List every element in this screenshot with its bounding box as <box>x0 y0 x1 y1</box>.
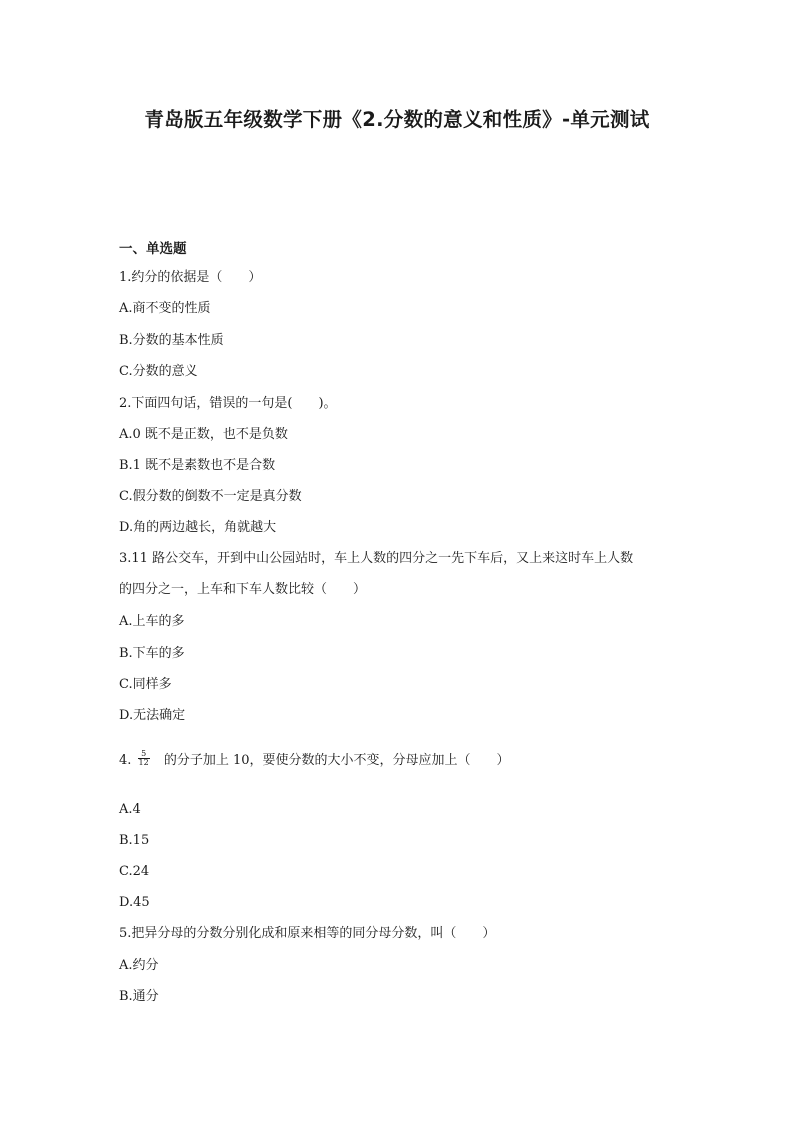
q3-option-b: B.下车的多 <box>119 646 185 661</box>
question-3-line-2: 的四分之一，上车和下车人数比较（ ） <box>119 582 367 597</box>
section-heading: 一、单选题 <box>119 241 187 257</box>
question-1: 1.约分的依据是（ ） <box>119 270 262 285</box>
question-3-line-1: 3.11 路公交车，开到中山公园站时，车上人数的四分之一先下车后，又上来这时车上人数 <box>119 551 634 566</box>
q4-option-a: A.4 <box>119 802 141 817</box>
q1-option-b: B.分数的基本性质 <box>119 333 224 348</box>
q5-option-b: B.通分 <box>119 989 159 1004</box>
question-2: 2.下面四句话，错误的一句是( )。 <box>119 396 337 411</box>
q3-option-a: A.上车的多 <box>119 614 185 629</box>
q4-option-d: D.45 <box>119 895 150 910</box>
q5-option-a: A.约分 <box>119 958 159 973</box>
q4-text: 的分子加上 10，要使分数的大小不变，分母应加上（ ） <box>163 753 510 768</box>
q2-option-a: A.0 既不是正数，也不是负数 <box>119 427 288 442</box>
q1-option-a: A.商不变的性质 <box>119 301 211 316</box>
q4-option-b: B.15 <box>119 833 150 848</box>
q1-option-c: C.分数的意义 <box>119 364 198 379</box>
document-title: 青岛版五年级数学下册《2.分数的意义和性质》-单元测试 <box>144 108 650 131</box>
q4-prefix: 4. <box>119 753 132 768</box>
q3-option-d: D.无法确定 <box>119 708 186 723</box>
q4-option-c: C.24 <box>119 864 150 879</box>
q2-option-b: B.1 既不是素数也不是合数 <box>119 458 276 473</box>
q2-option-c: C.假分数的倒数不一定是真分数 <box>119 489 302 504</box>
question-5: 5.把异分母的分数分别化成和原来相等的同分母分数，叫（ ） <box>119 926 496 941</box>
q2-option-d: D.角的两边越长，角就越大 <box>119 520 277 535</box>
q4-fraction <box>138 750 150 767</box>
q4-numerator: 5 <box>138 750 150 759</box>
q3-option-c: C.同样多 <box>119 677 172 692</box>
q4-denominator: 12 <box>138 758 149 767</box>
question-4 <box>119 749 510 770</box>
